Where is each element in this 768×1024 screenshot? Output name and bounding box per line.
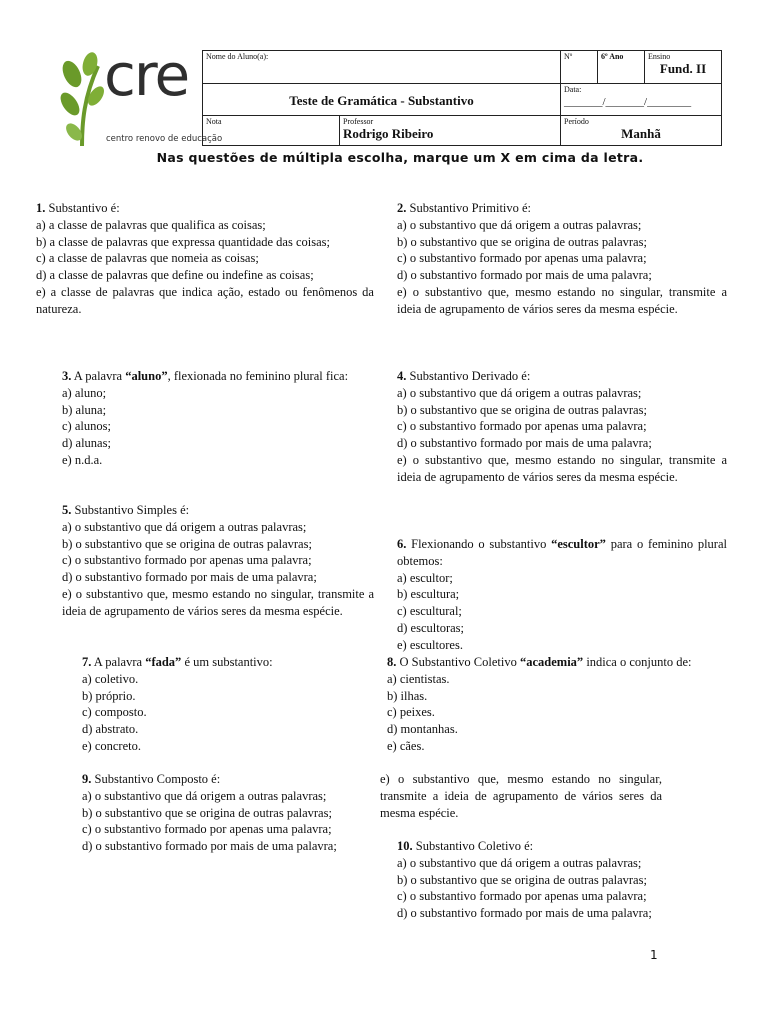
option-e[interactable]: e) o substantivo que, mesmo estando no singular, transmite a ideia de agrupamento de vários seres da mesma espécie. [397,284,727,316]
option-a[interactable]: a) coletivo. [82,671,139,686]
option-d[interactable]: d) o substantivo formado por mais de uma palavra; [397,906,652,921]
option-e[interactable]: e) n.d.a. [62,452,103,467]
question-7: 7. A palavra “fada” é um substantivo: a) coletivo. b) próprio. c) composto. d) abstrato. e) concreto. [82,654,372,755]
option-d[interactable]: d) alunas; [62,436,111,451]
option-b[interactable]: b) o substantivo que se origina de outras palavras; [397,234,647,249]
option-d[interactable]: d) o substantivo formado por mais de uma palavra; [397,268,652,283]
option-d[interactable]: d) escultoras; [397,620,464,635]
option-c[interactable]: c) o substantivo formado por apenas uma palavra; [397,251,647,266]
option-e[interactable]: e) o substantivo que, mesmo estando no singular, transmite a ideia de agrupamento de vários seres da mesma espécie. [62,586,374,618]
option-c[interactable]: c) escultural; [397,604,462,619]
option-d[interactable]: d) abstrato. [82,722,139,737]
option-e[interactable]: e) a classe de palavras que indica ação, estado ou fenômenos da natureza. [36,284,374,316]
option-d[interactable]: d) o substantivo formado por mais de uma palavra; [397,436,652,451]
option-e[interactable]: e) escultores. [397,637,463,652]
instructions: Nas questões de múltipla escolha, marque um X em cima da letra. [156,150,644,165]
option-a[interactable]: a) o substantivo que dá origem a outras palavras; [82,788,327,803]
option-a[interactable]: a) a classe de palavras que qualifica as coisas; [36,217,266,232]
option-c[interactable]: c) peixes. [387,705,435,720]
number-field[interactable]: Nº [561,51,598,84]
question-5: 5. Substantivo Simples é: a) o substantivo que dá origem a outras palavras; b) o substantivo que se origina de outras palavras; c) o substantivo formado por apenas uma palavra; d) o substantivo formado por mais de uma palavra; e) o substantivo que, mesmo estando no singular, transmite a ideia de agrupamento de vários seres da mesma espécie. [62,503,374,618]
option-b[interactable]: b) próprio. [82,688,136,703]
question-3: 3. A palavra “aluno”, flexionada no feminino plural fica: a) aluno; b) aluna; c) alunos; d) alunas; e) n.d.a. [62,368,374,469]
question-9-option-e[interactable]: e) o substantivo que, mesmo estando no singular, transmite a ideia de agrupamento de vários seres da mesma espécie. [380,772,662,820]
logo-wordmark: cre [104,41,189,109]
option-a[interactable]: a) escultor; [397,570,453,585]
option-b[interactable]: b) a classe de palavras que expressa quantidade das coisas; [36,234,330,249]
option-a[interactable]: a) o substantivo que dá origem a outras palavras; [397,217,642,232]
test-title: Teste de Gramática - Substantivo [289,93,474,108]
option-a[interactable]: a) o substantivo que dá origem a outras palavras; [397,855,642,870]
option-b[interactable]: b) ilhas. [387,688,428,703]
option-d[interactable]: d) o substantivo formado por mais de uma palavra; [82,839,337,854]
option-c[interactable]: c) composto. [82,705,147,720]
teacher-cell: Professor Rodrigo Ribeiro [340,116,561,146]
option-b[interactable]: b) o substantivo que se origina de outras palavras; [62,536,312,551]
grade-field[interactable]: Nota [203,116,340,146]
option-a[interactable]: a) o substantivo que dá origem a outras palavras; [62,519,307,534]
option-d[interactable]: d) montanhas. [387,722,458,737]
level-cell: Ensino Fund. II [645,51,722,84]
page-number: 1 [650,948,658,962]
leaf-icon [60,52,110,148]
student-name-field[interactable]: Nome do Aluno(a): [203,51,561,84]
header-table [202,50,722,146]
question-2: 2. Substantivo Primitivo é: a) o substantivo que dá origem a outras palavras; b) o substantivo que se origina de outras palavras; c) o substantivo formado por apenas uma palavra; d) o substantivo formado por mais de uma palavra; e) o substantivo que, mesmo estando no singular, transmite a ideia de agrupamento de vários seres da mesma espécie. [397,201,727,316]
period-cell: Período Manhã [561,116,722,146]
option-b[interactable]: b) o substantivo que se origina de outras palavras; [397,872,647,887]
option-d[interactable]: d) a classe de palavras que define ou indefine as coisas; [36,268,314,283]
option-c[interactable]: c) alunos; [62,419,111,434]
option-c[interactable]: c) o substantivo formado por apenas uma palavra; [397,889,647,904]
question-9: 9. Substantivo Composto é: a) o substantivo que dá origem a outras palavras; b) o substantivo que se origina de outras palavras; c) o substantivo formado por apenas uma palavra; d) o substantivo formado por mais de uma palavra; [82,771,366,855]
option-e[interactable]: e) concreto. [82,738,141,753]
option-c[interactable]: c) o substantivo formado por apenas uma palavra; [82,822,332,837]
option-c[interactable]: c) a classe de palavras que nomeia as coisas; [36,251,259,266]
option-b[interactable]: b) aluna; [62,402,107,417]
option-a[interactable]: a) o substantivo que dá origem a outras palavras; [397,385,642,400]
option-a[interactable]: a) aluno; [62,385,107,400]
question-4: 4. Substantivo Derivado é: a) o substantivo que dá origem a outras palavras; b) o substantivo que se origina de outras palavras; c) o substantivo formado por apenas uma palavra; d) o substantivo formado por mais de uma palavra; e) o substantivo que, mesmo estando no singular, transmite a ideia de agrupamento de vários seres da mesma espécie. [397,369,727,484]
year-cell: 6º Ano [598,51,645,84]
option-b[interactable]: b) o substantivo que se origina de outras palavras; [82,805,332,820]
question-6: 6. Flexionando o substantivo “escultor” para o feminino plural obtemos: a) escultor; b) escultura; c) escultural; d) escultoras; e) escultores. [397,537,727,652]
question-10: 10. Substantivo Coletivo é: a) o substantivo que dá origem a outras palavras; b) o substantivo que se origina de outras palavras; c) o substantivo formado por apenas uma palavra; d) o substantivo formado por mais de uma palavra; [397,838,709,922]
option-e[interactable]: e) o substantivo que, mesmo estando no singular, transmite a ideia de agrupamento de vários seres da mesma espécie. [397,452,727,484]
question-8: 8. O Substantivo Coletivo “academia” indica o conjunto de: a) cientistas. b) ilhas. c) peixes. d) montanhas. e) cães. [387,654,707,755]
option-b[interactable]: b) o substantivo que se origina de outras palavras; [397,402,647,417]
option-c[interactable]: c) o substantivo formado por apenas uma palavra; [397,419,647,434]
option-b[interactable]: b) escultura; [397,587,460,602]
option-c[interactable]: c) o substantivo formado por apenas uma palavra; [62,553,312,568]
logo-tagline: centro renovo de educação [106,134,223,144]
question-1: 1. Substantivo é: a) a classe de palavras que qualifica as coisas; b) a classe de palavras que expressa quantidade das coisas; c) a classe de palavras que nomeia as coisas; d) a classe de palavras que define ou indefine as coisas; e) a classe de palavras que indica ação, estado ou fenômenos da natureza. [36,201,374,316]
teacher-name: Rodrigo Ribeiro [343,126,434,141]
option-a[interactable]: a) cientistas. [387,671,450,686]
option-d[interactable]: d) o substantivo formado por mais de uma palavra; [62,570,317,585]
option-e[interactable]: e) cães. [387,738,425,753]
date-field[interactable]: Data: _______/_______/________ [561,84,722,116]
test-title-cell [203,84,561,116]
